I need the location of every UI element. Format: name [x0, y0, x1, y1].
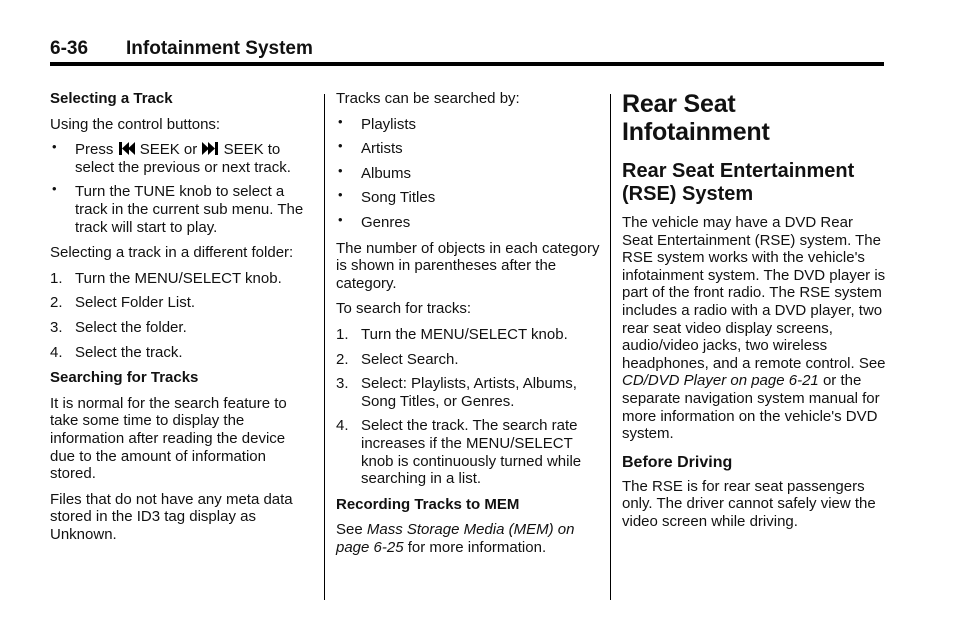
list-item: • Artists: [338, 138, 403, 158]
list-item: 1. Turn the MENU/SELECT knob.: [336, 325, 568, 343]
list-item: 2. Select Search.: [336, 350, 459, 368]
files-unknown-text: Files that do not have any meta data stored in the ID3 tag display as Unknown.: [50, 490, 293, 543]
using-buttons-text: Using the control buttons:: [50, 115, 221, 133]
list-item: 4. Select the track.: [50, 343, 183, 361]
bullet-icon: •: [338, 211, 343, 227]
number-of-objects-text: The number of objects in each category is shown in parentheses after the category.: [336, 239, 600, 292]
different-folder-text: Selecting a track in a different folder:: [50, 244, 294, 262]
page-number: 6-36: [50, 38, 89, 59]
tune-knob-text: Turn the TUNE knob to select a track in the current sub menu. The track will start to play.: [75, 183, 304, 236]
seek-back-icon: [118, 141, 136, 156]
bullet-icon: •: [52, 139, 57, 155]
rse-heading: Rear Seat Entertainment (RSE) System: [622, 160, 855, 205]
column-divider-1: [324, 94, 325, 600]
searched-by-text: Tracks can be searched by:: [336, 90, 520, 107]
bullet-icon: •: [338, 187, 343, 203]
column-3: [622, 90, 886, 539]
header-rule: [50, 62, 884, 66]
normal-search-text: It is normal for the search feature to take some time to display the information after reading the device due to the amount of information stored.: [50, 394, 287, 483]
seek-rest-text: SEEK to select the previous or next track.: [75, 141, 291, 176]
column-divider-2: [610, 94, 611, 600]
mem-page-reference[interactable]: Mass Storage Media (MEM) on page 6-25: [336, 521, 575, 556]
bullet-icon: •: [338, 113, 343, 129]
list-item: 3. Select: Playlists, Artists, Albums, Song Titles, or Genres.: [336, 375, 577, 410]
bullet-icon: •: [338, 162, 343, 178]
search-steps-list: [336, 326, 600, 488]
list-item: • Albums: [338, 162, 412, 182]
cd-dvd-page-reference[interactable]: CD/DVD Player on page 6-21: [622, 372, 819, 390]
searching-tracks-heading: Searching for Tracks: [50, 369, 199, 387]
list-item: 2. Select Folder List.: [50, 294, 196, 312]
seek-bullet-list: [50, 141, 312, 236]
see-mem-text: See Mass Storage Media (MEM) on page 6-25 for more information.: [336, 521, 575, 556]
recording-tracks-heading: Recording Tracks to MEM: [336, 495, 520, 513]
page-header: [50, 38, 884, 62]
before-driving-text: The RSE is for rear seat passengers only. The driver cannot safely view the video screen while driving.: [622, 477, 876, 530]
section-title: Infotainment System: [126, 38, 313, 59]
column-2: [336, 90, 600, 564]
bullet-icon: •: [52, 181, 57, 197]
rse-description: The vehicle may have a DVD Rear Seat Entertainment (RSE) system. The RSE system works with the vehicle's infotainment system. The DVD player is part of the front radio. The RSE system includes a radio with a DVD player, two rear seat video display screens, audio/video jacks, two wireless headphones, and a remote control. See CD/DVD Player on page 6-21 or the separate navigation system manual for more information on the vehicle's DVD system.: [622, 214, 886, 443]
to-search-text: To search for tracks:: [336, 300, 472, 318]
folder-steps-list: [50, 270, 312, 361]
press-text: Press: [75, 141, 114, 159]
list-item: [50, 183, 312, 236]
list-item: 1. Turn the MENU/SELECT knob.: [50, 269, 282, 287]
category-list: [336, 113, 600, 232]
selecting-track-heading: Selecting a Track: [50, 90, 173, 107]
list-item: 4. Select the track. The search rate increases if the MENU/SELECT knob is continuously turned while searching in a list.: [336, 417, 582, 488]
section-heading: Rear Seat Infotainment: [622, 90, 770, 146]
before-driving-heading: Before Driving: [622, 453, 733, 471]
seek-forward-icon: [201, 141, 219, 156]
list-item: • Playlists: [338, 113, 417, 133]
bullet-icon: •: [338, 138, 343, 154]
list-item: 3. Select the folder.: [50, 318, 187, 336]
seek-or-text: SEEK or: [139, 141, 198, 159]
list-item: • Song Titles: [338, 187, 436, 207]
column-1: [50, 90, 312, 551]
list-item: [50, 141, 312, 176]
list-item: • Genres: [338, 211, 411, 231]
